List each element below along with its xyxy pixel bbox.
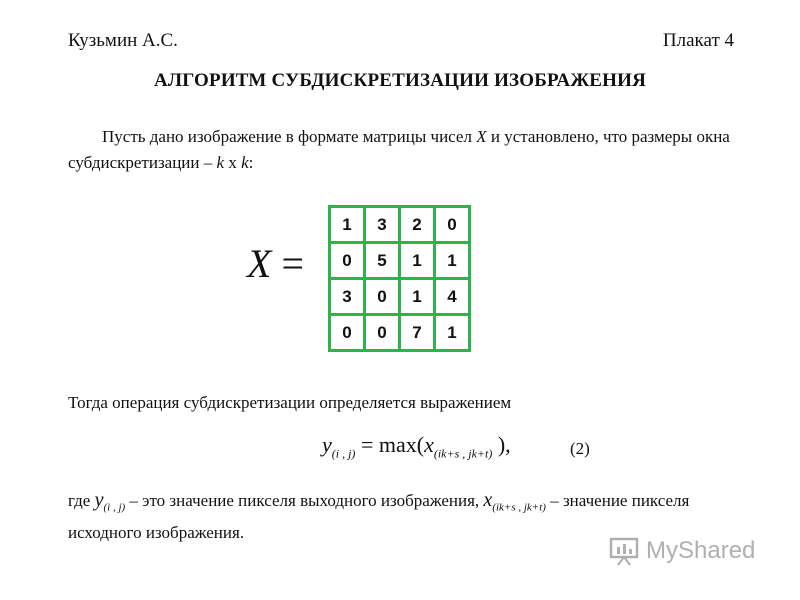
formula-max: max( bbox=[378, 432, 425, 457]
author-name: Кузьмин А.С. bbox=[68, 30, 178, 51]
intro-var-k2: k bbox=[241, 153, 249, 172]
matrix-cell: 0 bbox=[365, 279, 400, 315]
max-pooling-formula bbox=[322, 432, 511, 461]
watermark-text: MyShared bbox=[646, 537, 756, 564]
where-x: x bbox=[483, 489, 493, 511]
where-y-subscript: (i , j) bbox=[103, 501, 126, 514]
matrix-row bbox=[330, 207, 470, 243]
intro-var-x: X bbox=[476, 127, 487, 146]
intro-var-k1: k bbox=[216, 153, 225, 172]
matrix-cell: 5 bbox=[365, 243, 400, 279]
where-x-subscript: (ik+s , jk+t) bbox=[492, 501, 546, 514]
formula-y-subscript: (i , j) bbox=[331, 446, 356, 461]
matrix-cell: 0 bbox=[330, 243, 365, 279]
matrix-cell: 7 bbox=[400, 315, 435, 351]
matrix-label-x: X bbox=[247, 241, 272, 286]
matrix-row bbox=[330, 279, 470, 315]
matrix-cell: 2 bbox=[400, 207, 435, 243]
matrix-cell: 3 bbox=[330, 279, 365, 315]
where-y: y bbox=[94, 489, 104, 511]
matrix-cell: 0 bbox=[330, 315, 365, 351]
equation-number: (2) bbox=[570, 439, 590, 458]
matrix-cell: 1 bbox=[330, 207, 365, 243]
intro-paragraph bbox=[68, 124, 748, 176]
formula-close: ), bbox=[492, 432, 511, 457]
where-text-b: – значение пикселя исходного изображения. bbox=[68, 491, 690, 543]
intro-text-b: и установлено, что размеры окна субдискретизации – bbox=[68, 127, 730, 172]
operation-text: Тогда операция субдискретизации определяется выражением bbox=[68, 393, 512, 412]
page-title: АЛГОРИТМ СУБДИСКРЕТИЗАЦИИ ИЗОБРАЖЕНИЯ bbox=[153, 70, 647, 91]
matrix-cell: 1 bbox=[400, 243, 435, 279]
formula-x-subscript: (ik+s , jk+t) bbox=[433, 446, 493, 461]
matrix-cell: 3 bbox=[365, 207, 400, 243]
where-prefix: где bbox=[68, 491, 95, 510]
intro-text-c: x bbox=[224, 153, 242, 172]
matrix-label-equals: = bbox=[281, 241, 304, 286]
intro-text-d: : bbox=[248, 153, 254, 172]
where-text-a: – это значение пикселя выходного изображения, bbox=[125, 491, 484, 510]
intro-text-a: Пусть дано изображение в формате матрицы чисел bbox=[102, 127, 477, 146]
formula-equals: = bbox=[355, 432, 379, 457]
presentation-board-icon bbox=[608, 536, 640, 566]
matrix-cell: 1 bbox=[435, 315, 470, 351]
watermark bbox=[608, 536, 755, 566]
formula-x: x bbox=[424, 432, 434, 457]
matrix-cell: 1 bbox=[435, 243, 470, 279]
matrix-cell: 4 bbox=[435, 279, 470, 315]
matrix-cell: 0 bbox=[365, 315, 400, 351]
matrix-table bbox=[328, 205, 471, 352]
matrix-row bbox=[330, 243, 470, 279]
poster-number: Плакат 4 bbox=[662, 30, 734, 51]
matrix-label bbox=[247, 240, 304, 287]
matrix-cell: 0 bbox=[435, 207, 470, 243]
formula-y: y bbox=[322, 432, 332, 457]
matrix-cell: 1 bbox=[400, 279, 435, 315]
matrix-row bbox=[330, 315, 470, 351]
